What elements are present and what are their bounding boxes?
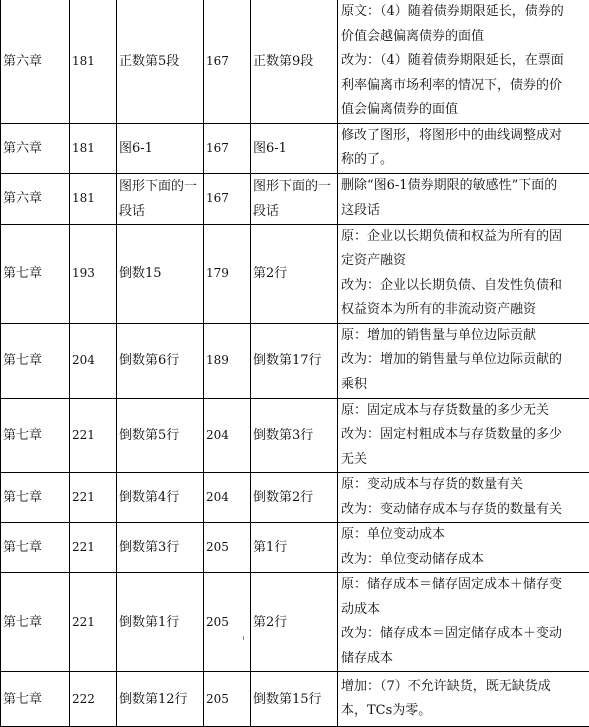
new-location-cell: 正数第9段 — [251, 0, 338, 123]
cell-line: 原：固定成本与存货数量的多少无关 — [341, 399, 585, 424]
cell-line: 动成本 — [341, 598, 585, 623]
revision-note-cell — [338, 523, 589, 573]
table-row — [1, 398, 589, 473]
original-location-cell: 正数第5段 — [117, 0, 204, 123]
cell-line: 无关 — [341, 448, 585, 473]
cell-line: 称的了。 — [341, 148, 585, 173]
table-row — [1, 523, 589, 573]
original-page-cell: 181 — [70, 0, 117, 123]
original-location-cell: 倒数第1行 — [117, 573, 204, 672]
stray-mark — [243, 636, 244, 640]
cell-line: 权益资本为所有的非流动资产融资 — [341, 298, 585, 323]
table-row — [1, 173, 589, 224]
new-location-cell: 图6-1 — [251, 123, 338, 173]
new-page-cell: 167 — [204, 173, 251, 224]
cell-line: 定资产融资 — [341, 249, 585, 274]
chapter-cell: 第六章 — [1, 123, 70, 173]
cell-line: 这段话 — [341, 199, 585, 224]
table-row — [1, 672, 589, 727]
table-row — [1, 123, 589, 173]
new-location-cell: 倒数第17行 — [251, 323, 338, 398]
revision-note-cell — [338, 672, 589, 727]
original-page-cell: 221 — [70, 398, 117, 473]
revision-note-cell — [338, 0, 589, 123]
cell-line: 本，TCs为零。 — [341, 699, 585, 724]
revision-note-cell — [338, 573, 589, 672]
cell-line: 价值会越偏离债券的面值 — [341, 25, 585, 50]
cell-line: 原：企业以长期负债和权益为所有的固 — [341, 225, 585, 250]
chapter-cell: 第七章 — [1, 473, 70, 523]
cell-line: 储存成本 — [341, 647, 585, 672]
new-location-cell: 第2行 — [251, 224, 338, 323]
chapter-cell: 第七章 — [1, 224, 70, 323]
revision-note-cell — [338, 323, 589, 398]
cell-line: 段话 — [253, 199, 337, 224]
cell-line: 值会偏离债券的面值 — [341, 98, 585, 123]
revision-note-cell — [338, 224, 589, 323]
cell-line: 原：增加的销售量与单位边际贡献 — [341, 324, 585, 349]
cell-line: 改为：变动储存成本与存货的数量有关 — [341, 498, 585, 523]
new-location-cell: 倒数第3行 — [251, 398, 338, 473]
new-page-cell: 167 — [204, 123, 251, 173]
chapter-cell: 第六章 — [1, 173, 70, 224]
cell-line: 改为：单位变动储存成本 — [341, 548, 585, 573]
cell-line: 利率偏离市场利率的情况下，债券的价 — [341, 74, 585, 99]
new-page-cell: 189 — [204, 323, 251, 398]
cell-line: 增加：（7）不允许缺货，既无缺货成 — [341, 675, 585, 700]
original-page-cell: 221 — [70, 573, 117, 672]
cell-line: 改为：固定村粗成本与存货数量的多少 — [341, 423, 585, 448]
chapter-cell: 第七章 — [1, 398, 70, 473]
new-page-cell: 204 — [204, 398, 251, 473]
table-row — [1, 0, 589, 123]
original-location-cell: 倒数第12行 — [117, 672, 204, 727]
original-page-cell: 204 — [70, 323, 117, 398]
cell-line: 原：储存成本＝储存固定成本＋储存变 — [341, 573, 585, 598]
cell-line: 原文：（4）随着债券期限延长，债券的 — [341, 0, 585, 25]
original-page-cell: 221 — [70, 523, 117, 573]
errata-table-body — [1, 0, 589, 727]
cell-line: 乘积 — [341, 373, 585, 398]
original-location-cell — [117, 173, 204, 224]
table-row — [1, 473, 589, 523]
new-page-cell: 167 — [204, 0, 251, 123]
new-page-cell: 205 — [204, 523, 251, 573]
original-page-cell: 181 — [70, 173, 117, 224]
original-location-cell: 倒数第5行 — [117, 398, 204, 473]
cell-line: 原：变动成本与存货的数量有关 — [341, 473, 585, 498]
cell-line: 改为：（4）随着债券期限延长，在票面 — [341, 49, 585, 74]
new-location-cell — [251, 173, 338, 224]
table-row — [1, 573, 589, 672]
new-page-cell: 179 — [204, 224, 251, 323]
original-location-cell: 倒数第4行 — [117, 473, 204, 523]
original-page-cell: 221 — [70, 473, 117, 523]
original-page-cell: 222 — [70, 672, 117, 727]
cell-line: 图形下面的一 — [119, 174, 203, 199]
revision-note-cell — [338, 473, 589, 523]
original-page-cell: 193 — [70, 224, 117, 323]
original-location-cell: 倒数第6行 — [117, 323, 204, 398]
chapter-cell: 第七章 — [1, 523, 70, 573]
table-row — [1, 323, 589, 398]
table-row — [1, 224, 589, 323]
original-location-cell: 倒数第3行 — [117, 523, 204, 573]
cell-line: 段话 — [119, 199, 203, 224]
new-page-cell: 204 — [204, 473, 251, 523]
cell-line: 图形下面的一 — [253, 174, 337, 199]
new-location-cell: 第2行 — [251, 573, 338, 672]
cell-line: 改为：企业以长期负债、自发性负债和 — [341, 274, 585, 299]
revision-note-cell — [338, 398, 589, 473]
original-page-cell: 181 — [70, 123, 117, 173]
cell-line: 改为：储存成本＝固定储存成本＋变动 — [341, 622, 585, 647]
original-location-cell: 倒数15 — [117, 224, 204, 323]
original-location-cell: 图6-1 — [117, 123, 204, 173]
chapter-cell: 第七章 — [1, 672, 70, 727]
new-location-cell: 第1行 — [251, 523, 338, 573]
new-location-cell: 倒数第2行 — [251, 473, 338, 523]
new-location-cell: 倒数第15行 — [251, 672, 338, 727]
revision-note-cell — [338, 123, 589, 173]
revision-note-cell — [338, 173, 589, 224]
new-page-cell: 205 — [204, 573, 251, 672]
new-page-cell: 205 — [204, 672, 251, 727]
cell-line: 原：单位变动成本 — [341, 523, 585, 548]
cell-line: 删除“图6-1债券期限的敏感性”下面的 — [341, 174, 585, 199]
chapter-cell: 第七章 — [1, 323, 70, 398]
cell-line: 修改了图形，将图形中的曲线调整成对 — [341, 124, 585, 149]
chapter-cell: 第六章 — [1, 0, 70, 123]
chapter-cell: 第七章 — [1, 573, 70, 672]
cell-line: 改为：增加的销售量与单位边际贡献的 — [341, 348, 585, 373]
